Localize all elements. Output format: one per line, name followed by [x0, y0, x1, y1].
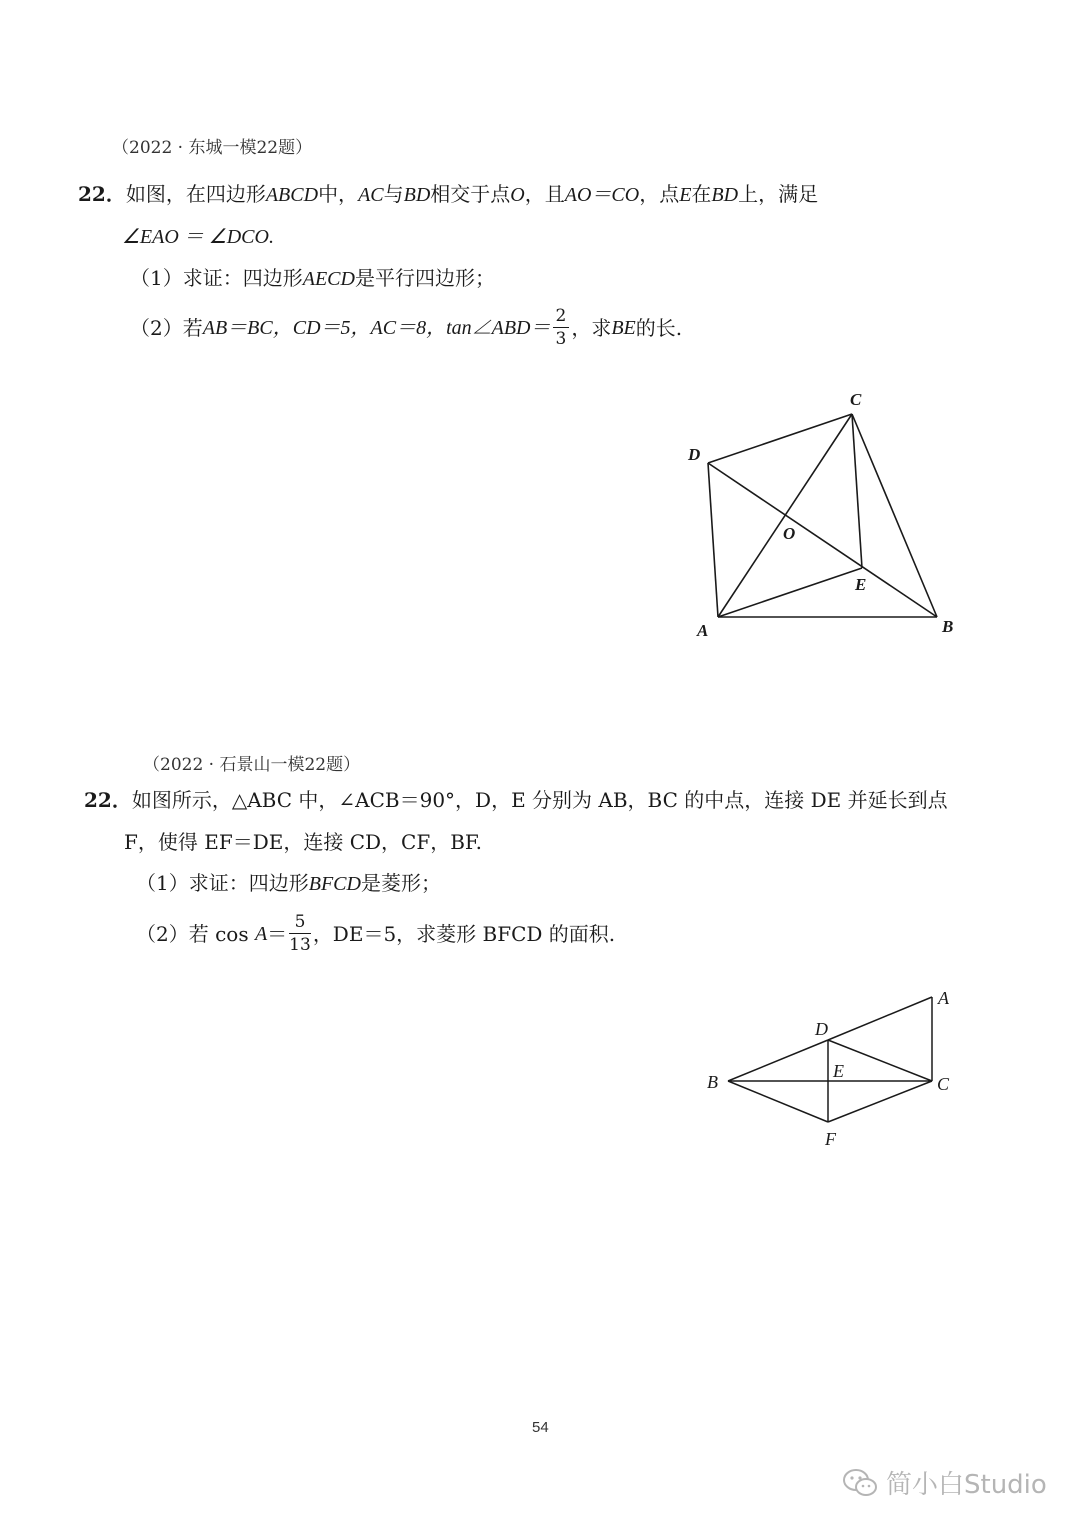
segment-BF — [728, 1081, 828, 1122]
problem1-condition: ∠EAO ＝ ∠DCO. — [122, 226, 274, 248]
problem1-source: （2022 · 东城一模22题） — [112, 138, 313, 158]
label-E: E — [833, 1061, 844, 1081]
segment-DA — [828, 997, 932, 1040]
problem2-stem: 22．如图所示，△ABC 中，∠ACB＝90°，D，E 分别为 AB，BC 的中点，连接 DE 并延长到点 — [84, 788, 948, 812]
problem2-number: 22． — [84, 788, 132, 812]
segment-AE — [718, 568, 862, 617]
problem1-figure — [670, 380, 980, 650]
label-D: D — [688, 445, 701, 464]
label-C: C — [937, 1074, 950, 1094]
label-A: A — [938, 988, 949, 1008]
problem2-stem-line2: F，使得 EF＝DE，连接 CD，CF，BF. — [124, 830, 483, 854]
segment-FC — [828, 1081, 932, 1122]
segment-AD — [708, 463, 718, 617]
problem2-fraction: $\frac{5}{13}$ — [289, 912, 311, 955]
problem2-figure — [700, 980, 970, 1150]
problem2-part1: （1）求证：四边形BFCD是菱形； — [136, 871, 441, 895]
label-D: D — [815, 1019, 828, 1039]
label-O: O — [783, 524, 796, 543]
label-C: C — [850, 390, 862, 409]
page-number: 54 — [532, 1419, 549, 1436]
problem1-number: 22． — [78, 182, 126, 206]
problem2-source: （2022 · 石景山一模22题） — [143, 755, 361, 775]
label-F: F — [825, 1129, 836, 1149]
problem2-part2: （2）若 cos A ＝ $\frac{5}{13}$ ，DE＝5，求菱形 BFCD 的面积. — [136, 912, 616, 955]
problem1-stem: 22．如图，在四边形ABCD中，AC与BD相交于点O，且AO＝CO，点E在BD上，满足 — [78, 182, 819, 206]
problem1-fraction: $\frac{2}{3}$ — [553, 306, 570, 350]
segment-DC — [708, 414, 852, 463]
watermark-text: 简小白Studio — [886, 1470, 1047, 1500]
label-E: E — [855, 575, 867, 594]
problem1-part1: （1）求证：四边形AECD是平行四边形； — [130, 266, 495, 290]
label-B: B — [942, 617, 954, 636]
label-B: B — [707, 1072, 718, 1092]
segment-CE — [852, 414, 862, 568]
segment-BD — [728, 1040, 828, 1081]
segment-DB — [708, 463, 937, 617]
label-A: A — [697, 621, 709, 640]
watermark — [842, 1464, 1047, 1501]
problem1-part2: （2）若 AB＝BC，CD＝5，AC＝8，tan∠ABD＝ $\frac{2}{3}$ ，求 BE 的长. — [130, 306, 683, 349]
wechat-icon — [842, 1468, 878, 1498]
